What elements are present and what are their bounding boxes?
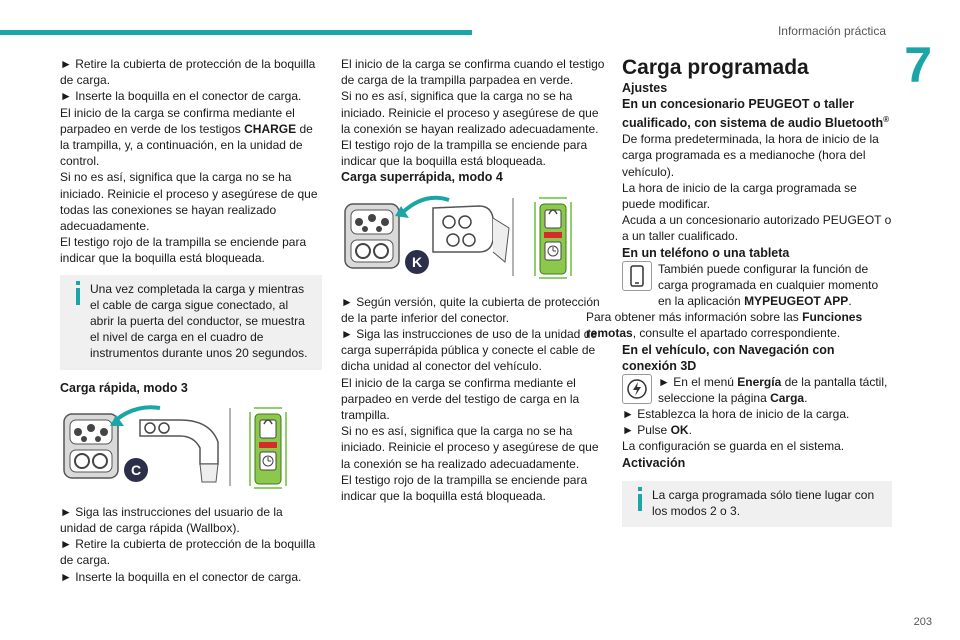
instruction-line: ► Retire la cubierta de protección de la boquilla de carga. — [60, 537, 316, 568]
section-title: Información práctica — [777, 24, 886, 38]
header-accent-bar — [0, 30, 472, 35]
smartphone-icon — [622, 261, 652, 291]
figure-fast-charge — [60, 402, 322, 492]
note-text: La carga programada sólo tiene lugar con los modos 2 o 3. — [652, 487, 875, 518]
column-1 — [60, 56, 322, 585]
paragraph: Acuda a un concesionario autorizado PEUGEOT o a un taller cualificado. — [622, 213, 892, 244]
charging-plug-icon — [140, 420, 218, 482]
paragraph: El inicio de la carga se confirma mediante el parpadeo en verde del testigo de carga en la trampilla. — [341, 375, 580, 423]
paragraph: El inicio de la carga se confirma mediante el parpadeo en verde de los testigos CHARGE de la trampilla, y, a continuación, en la unidad de control. — [60, 105, 313, 169]
navigation-instruction — [622, 374, 892, 406]
instruction-line: ► Pulse OK. — [622, 423, 692, 438]
subheading-navigation: En el vehículo, con Navegación con conexión 3D — [622, 342, 835, 373]
charging-plug-icon — [433, 206, 509, 262]
column-3 — [586, 56, 892, 537]
paragraph: El testigo rojo de la trampilla se enciende para indicar que la boquilla está bloqueada. — [341, 138, 588, 169]
instruction-line: ► Inserte la boquilla en el conector de carga. — [60, 569, 302, 584]
info-note — [622, 481, 892, 527]
svg-text:K: K — [411, 253, 423, 270]
paragraph: Si no es así, significa que la carga no se ha iniciado. Reinicie el proceso y asegúrese de que la conexión se ha realizado adecuadamente. — [341, 424, 599, 471]
chapter-number: 7 — [904, 37, 932, 93]
energy-icon — [622, 374, 652, 404]
charging-port-icon — [64, 414, 118, 478]
phone-instruction — [622, 261, 892, 310]
section-heading-superfast-charge: Carga superrápida, modo 4 — [341, 170, 503, 185]
subheading-phone: En un teléfono o una tableta — [622, 245, 790, 260]
instruction-line: ► Siga las instrucciones de uso de la unidad de carga superrápida pública y conecte el cable de dicha unidad al conector del vehículo. — [341, 327, 598, 374]
paragraph: La hora de inicio de la carga programada se puede modificar. — [622, 180, 857, 211]
clock-icon — [260, 452, 276, 470]
column-2 — [341, 56, 605, 504]
figure-superfast-charge — [341, 192, 605, 282]
lock-icon — [535, 198, 571, 278]
charging-port-icon — [345, 204, 399, 268]
paragraph: El testigo rojo de la trampilla se enciende para indicar que la boquilla está bloqueada. — [341, 472, 588, 504]
info-note — [60, 275, 322, 370]
page-title: Carga programada — [622, 56, 809, 79]
page-number: 203 — [913, 616, 932, 628]
paragraph: Para obtener más información sobre las Funciones remotas, consulte el apartado correspondiente. — [586, 310, 863, 341]
paragraph: La configuración se guarda en el sistema. — [622, 439, 845, 454]
paragraph: Si no es así, significa que la carga no se ha iniciado. Reinicie el proceso y asegúrese de que todas las conexiones se hayan realizado adecuadamente. — [60, 170, 318, 234]
paragraph: ► En el menú Energía de la pantalla táctil, seleccione la página Carga. — [658, 374, 888, 405]
paragraph: Si no es así, significa que la carga no se ha iniciado. Reinicie el proceso y asegúrese de que la conexión se hayan realizado adecuadamente. — [341, 89, 599, 136]
lock-icon — [250, 408, 286, 488]
instruction-line: ► Retire la cubierta de protección de la boquilla de carga. — [60, 57, 316, 88]
instruction-line: ► Según versión, quite la cubierta de protección de la parte inferior del conector. — [341, 294, 600, 325]
instruction-line: ► Inserte la boquilla en el conector de carga. — [60, 89, 302, 104]
paragraph: El inicio de la carga se confirma cuando el testigo de carga de la trampilla parpadea en verde. — [341, 57, 605, 88]
section-heading-fast-charge: Carga rápida, modo 3 — [60, 380, 188, 395]
subheading-settings: Ajustes — [622, 81, 668, 95]
subheading-activation: Activación — [622, 455, 686, 470]
subheading-dealer: En un concesionario PEUGEOT o taller cualificado, con sistema de audio Bluetooth® — [622, 97, 890, 131]
instruction-line: ► Establezca la hora de inicio de la carga. — [622, 407, 850, 421]
clock-icon — [545, 242, 561, 260]
instruction-line: ► Siga las instrucciones del usuario de la unidad de carga rápida (Wallbox). — [60, 504, 283, 536]
svg-text:C: C — [130, 461, 142, 478]
info-icon — [632, 487, 648, 511]
paragraph: El testigo rojo de la trampilla se enciende para indicar que la boquilla está bloqueada. — [60, 235, 307, 266]
info-icon — [70, 281, 86, 305]
paragraph: También puede configurar la función de carga programada en cualquier momento en la aplicación MYPEUGEOT APP. — [658, 261, 879, 308]
paragraph: De forma predeterminada, la hora de inicio de la carga programada es a medianoche (hora del vehículo). — [622, 132, 879, 179]
note-text: Una vez completada la carga y mientras el cable de carga sigue conectado, al abrir la puerta del conductor, se muestra el nivel de carga en el cuadro de instrumentos durante unos 20 segundos. — [90, 281, 308, 361]
